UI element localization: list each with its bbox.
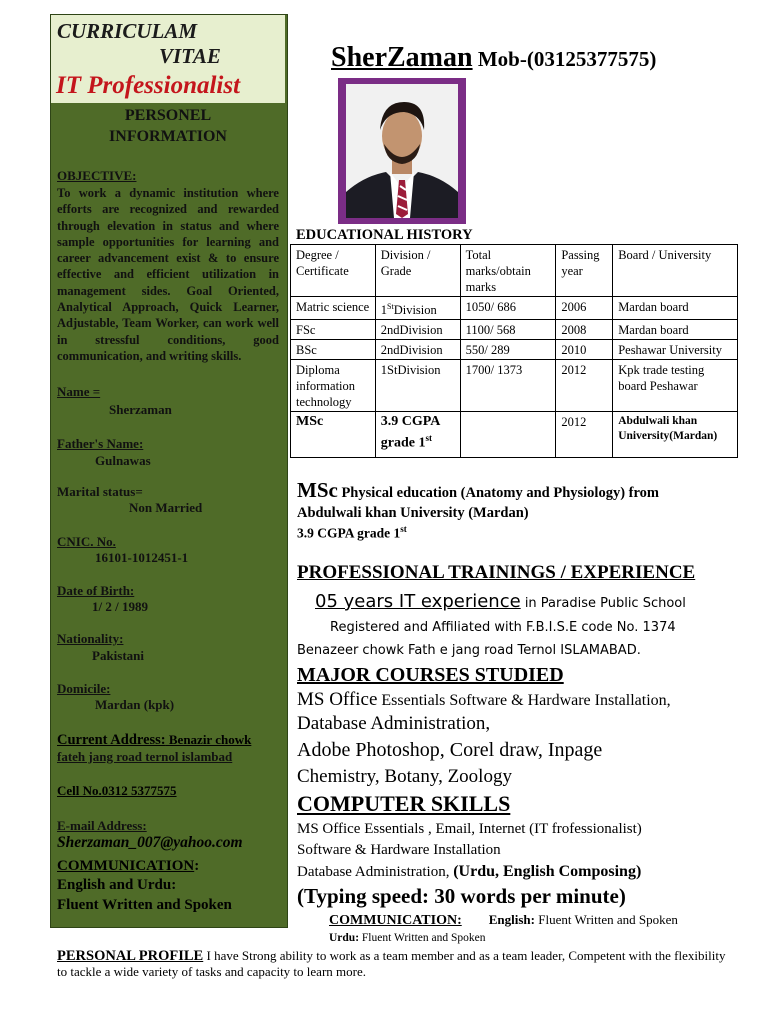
personal-profile bbox=[57, 948, 737, 980]
address-label: Current Address: bbox=[57, 732, 166, 748]
msc-line2: Abdulwali khan University (Mardan) bbox=[297, 505, 529, 521]
courses-line2: Database Administration, bbox=[297, 713, 491, 734]
nationality-label: Nationality: bbox=[57, 631, 124, 646]
experience-school: in Paradise Public School bbox=[520, 596, 686, 611]
cv-title-line1: CURRICULAM bbox=[57, 19, 198, 43]
domicile-label: Domicile: bbox=[57, 681, 111, 696]
cv-header bbox=[51, 15, 285, 103]
experience-line3: Benazeer chowk Fath e jang road Ternol ISLAMABAD. bbox=[297, 643, 641, 658]
address-value-2: fateh jang road ternol islambad bbox=[57, 749, 233, 764]
skills-line3 bbox=[297, 863, 641, 881]
header-cell: Passing year bbox=[556, 245, 613, 297]
experience-line2: Registered and Affiliated with F.B.I.S.E code No. 1374 bbox=[330, 620, 676, 635]
domicile-value: Mardan (kpk) bbox=[95, 697, 175, 712]
communication-left bbox=[57, 858, 199, 875]
experience-line1 bbox=[315, 591, 686, 612]
msc-line1: Physical education (Anatomy and Physiology) from bbox=[337, 485, 659, 501]
email-label: E-mail Address: bbox=[57, 818, 147, 833]
objective-text: To work a dynamic institution where efforts are recognized and rewarded through elevation in status and where sample opportunities for learning and career advancement exist & to ensure effective and efficient utilization in management sides. Goal Oriented, Analytical Approach, Quick Learner, Adjustable, Team Worker, can work well in stressful conditions, good communication, and writing skills. bbox=[57, 186, 279, 363]
skills-urdu bbox=[329, 932, 485, 944]
division-cell: 2ndDivision bbox=[375, 320, 460, 340]
cell-label: Cell No. bbox=[57, 783, 102, 798]
courses-essentials: Essentials Software & Hardware Installation, bbox=[377, 692, 671, 709]
profile-label: PERSONAL PROFILE bbox=[57, 948, 204, 964]
year-cell: 2012 bbox=[556, 412, 613, 458]
division-cell bbox=[375, 297, 460, 320]
division-cell bbox=[375, 412, 460, 458]
courses-line1 bbox=[297, 689, 671, 711]
skills-title: COMPUTER SKILLS bbox=[297, 791, 511, 816]
marital-value: Non Married bbox=[129, 500, 203, 515]
courses-ms-office: MS Office bbox=[297, 689, 378, 710]
cell-block bbox=[57, 783, 177, 799]
table-row bbox=[291, 412, 738, 458]
name-line bbox=[331, 42, 656, 74]
communication-left-colon: : bbox=[194, 858, 200, 874]
cv-subtitle: IT Professionalist bbox=[56, 72, 241, 99]
skills-database: Database Administration, bbox=[297, 864, 454, 880]
skills-line2: Software & Hardware Installation bbox=[297, 842, 501, 858]
division-sup: St bbox=[387, 302, 394, 311]
experience-highlight: 05 years IT experience bbox=[315, 591, 521, 612]
skills-composing: (Urdu, English Composing) bbox=[453, 863, 642, 880]
communication-left-label: COMMUNICATION bbox=[57, 858, 195, 874]
skills-line1: MS Office Essentials , Email, Internet (IT frofessionalist) bbox=[297, 821, 642, 837]
header-cell: Degree / Certificate bbox=[291, 245, 376, 297]
header-cell: Board / University bbox=[613, 245, 738, 297]
skills-communication bbox=[329, 912, 678, 929]
division-sup: st bbox=[425, 433, 432, 444]
personal-heading-2: INFORMATION bbox=[109, 128, 227, 145]
year-cell: 2008 bbox=[556, 320, 613, 340]
msc-grade-sup: st bbox=[400, 524, 407, 534]
profile-text: I have Strong ability to work as a team member and as a team leader, Competent with the flexibility to tackle a wide variety of tasks and capacity to learn more. bbox=[57, 948, 726, 979]
profile-photo bbox=[338, 78, 466, 224]
name-value: Sherzaman bbox=[109, 402, 172, 417]
marks-cell: 1700/ 1373 bbox=[460, 360, 556, 412]
division-cell: 1StDivision bbox=[375, 360, 460, 412]
degree-cell: BSc bbox=[291, 340, 376, 360]
table-row bbox=[291, 360, 738, 412]
address-value-1: Benazir chowk bbox=[165, 732, 252, 747]
board-cell: Peshawar University bbox=[613, 340, 738, 360]
marks-cell: 1100/ 568 bbox=[460, 320, 556, 340]
portrait-image bbox=[346, 84, 458, 218]
degree-cell: Matric science bbox=[291, 297, 376, 320]
cell-value: 0312 5377575 bbox=[101, 783, 177, 798]
courses-title: MAJOR COURSES STUDIED bbox=[297, 664, 564, 686]
board-cell: Mardan board bbox=[613, 320, 738, 340]
dob-label: Date of Birth: bbox=[57, 583, 135, 598]
mobile-number: Mob-(03125377575) bbox=[472, 47, 657, 71]
msc-big: MSc bbox=[297, 478, 338, 502]
father-label: Father's Name: bbox=[57, 436, 144, 451]
board-cell: Abdulwali khan University(Mardan) bbox=[613, 412, 738, 458]
skills-urdu-value: Fluent Written and Spoken bbox=[359, 932, 486, 944]
communication-left-line2: Fluent Written and Spoken bbox=[57, 897, 232, 913]
marks-cell bbox=[460, 412, 556, 458]
year-cell: 2006 bbox=[556, 297, 613, 320]
table-row bbox=[291, 340, 738, 360]
name-label: Name = bbox=[57, 384, 101, 399]
msc-grade: 3.9 CGPA grade 1 bbox=[297, 525, 401, 541]
msc-statement bbox=[297, 478, 659, 503]
header-cell: Total marks/obtain marks bbox=[460, 245, 556, 297]
courses-line4: Chemistry, Botany, Zoology bbox=[297, 766, 512, 787]
objective-label: OBJECTIVE: bbox=[57, 168, 137, 183]
education-title: EDUCATIONAL HISTORY bbox=[296, 227, 473, 243]
skills-comm-label: COMMUNICATION: bbox=[329, 913, 462, 928]
education-table bbox=[290, 244, 738, 458]
email-value: Sherzaman_007@yahoo.com bbox=[57, 834, 243, 851]
personal-heading-1: PERSONEL bbox=[124, 107, 212, 124]
experience-title: PROFESSIONAL TRAININGS / EXPERIENCE bbox=[297, 562, 696, 583]
skills-english-value: Fluent Written and Spoken bbox=[534, 912, 678, 927]
address-block bbox=[57, 731, 251, 749]
header-cell: Division / Grade bbox=[375, 245, 460, 297]
dob-value: 1/ 2 / 1989 bbox=[92, 599, 148, 614]
father-value: Gulnawas bbox=[95, 453, 151, 468]
table-header-row bbox=[291, 245, 738, 297]
board-cell: Mardan board bbox=[613, 297, 738, 320]
division-cell: 2ndDivision bbox=[375, 340, 460, 360]
courses-line3: Adobe Photoshop, Corel draw, Inpage bbox=[297, 739, 603, 761]
applicant-name: SherZaman bbox=[331, 42, 473, 73]
cnic-label: CNIC. No. bbox=[57, 534, 116, 549]
degree-cell: FSc bbox=[291, 320, 376, 340]
board-cell: Kpk trade testing board Peshawar bbox=[613, 360, 738, 412]
marital-label: Marital status= bbox=[57, 484, 143, 499]
table-row bbox=[291, 320, 738, 340]
year-cell: 2012 bbox=[556, 360, 613, 412]
nationality-value: Pakistani bbox=[92, 648, 145, 663]
table-row bbox=[291, 297, 738, 320]
cnic-value: 16101-1012451-1 bbox=[95, 550, 189, 565]
year-cell: 2010 bbox=[556, 340, 613, 360]
marks-cell: 1050/ 686 bbox=[460, 297, 556, 320]
typing-speed: (Typing speed: 30 words per minute) bbox=[297, 884, 626, 908]
division-text: 3.9 CGPA grade 1 bbox=[380, 414, 440, 451]
msc-line3 bbox=[297, 524, 407, 542]
skills-urdu-label: Urdu: bbox=[329, 932, 360, 944]
communication-left-line1: English and Urdu: bbox=[57, 877, 177, 893]
degree-cell: Diploma information technology bbox=[291, 360, 376, 412]
skills-english-label: English: bbox=[488, 912, 535, 927]
marks-cell: 550/ 289 bbox=[460, 340, 556, 360]
cv-title-line2: VITAE bbox=[159, 44, 221, 68]
degree-cell: MSc bbox=[291, 412, 376, 458]
division-number: 1 bbox=[380, 303, 388, 318]
division-rest: Division bbox=[393, 303, 437, 318]
